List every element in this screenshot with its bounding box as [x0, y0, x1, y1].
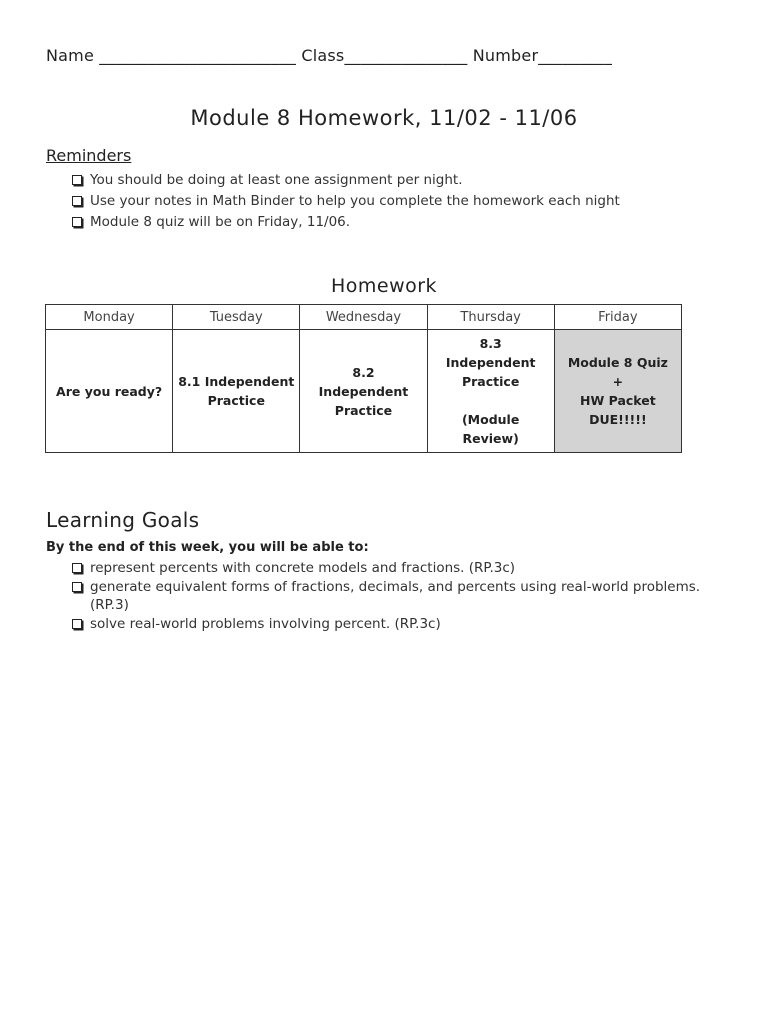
goal-text: represent percents with concrete models and fractions. (RP.3c) — [90, 560, 516, 576]
goal-item — [70, 559, 710, 577]
day-thursday: Thursday — [427, 305, 554, 330]
task-thursday: 8.3 Independent Practice (Module Review) — [427, 330, 554, 453]
goal-text: solve real-world problems involving percent. (RP.3c) — [90, 616, 441, 632]
homework-heading: Homework — [330, 275, 438, 297]
reminder-text: Use your notes in Math Binder to help you complete the homework each night — [90, 193, 620, 209]
day-tuesday: Tuesday — [173, 305, 300, 330]
reminder-item — [70, 213, 730, 231]
homework-header-row — [46, 305, 682, 330]
task-tuesday: 8.1 Independent Practice — [173, 330, 300, 453]
task-wednesday: 8.2 Independent Practice — [300, 330, 427, 453]
checkbox-icon — [72, 619, 82, 629]
task-monday: Are you ready? — [46, 330, 173, 453]
checkbox-icon — [72, 563, 82, 573]
checkbox-icon — [72, 175, 82, 185]
goal-text: generate equivalent forms of fractions, decimals, and percents using real-world problems. (RP.3) — [90, 579, 701, 613]
checkbox-icon — [72, 196, 82, 206]
learning-goals-list — [70, 559, 710, 634]
homework-table — [45, 304, 682, 453]
reminder-item — [70, 171, 730, 189]
learning-goals-intro: By the end of this week, you will be able to: — [46, 540, 369, 555]
homework-task-row — [46, 330, 682, 453]
goal-item — [70, 578, 710, 614]
name-class-number-line: Name ________________________ Class_______________ Number_________ — [46, 46, 613, 65]
day-monday: Monday — [46, 305, 173, 330]
reminders-list — [70, 171, 730, 234]
reminder-item — [70, 192, 730, 210]
reminder-text: You should be doing at least one assignment per night. — [90, 172, 463, 188]
reminders-heading: Reminders — [46, 146, 132, 165]
day-friday: Friday — [554, 305, 681, 330]
checkbox-icon — [72, 217, 82, 227]
page-title: Module 8 Homework, 11/02 - 11/06 — [190, 106, 578, 130]
reminder-text: Module 8 quiz will be on Friday, 11/06. — [90, 214, 351, 230]
checkbox-icon — [72, 582, 82, 592]
day-wednesday: Wednesday — [300, 305, 427, 330]
goal-item — [70, 615, 710, 633]
learning-goals-heading: Learning Goals — [46, 508, 200, 532]
task-friday: Module 8 Quiz + HW Packet DUE!!!!! — [554, 330, 681, 453]
